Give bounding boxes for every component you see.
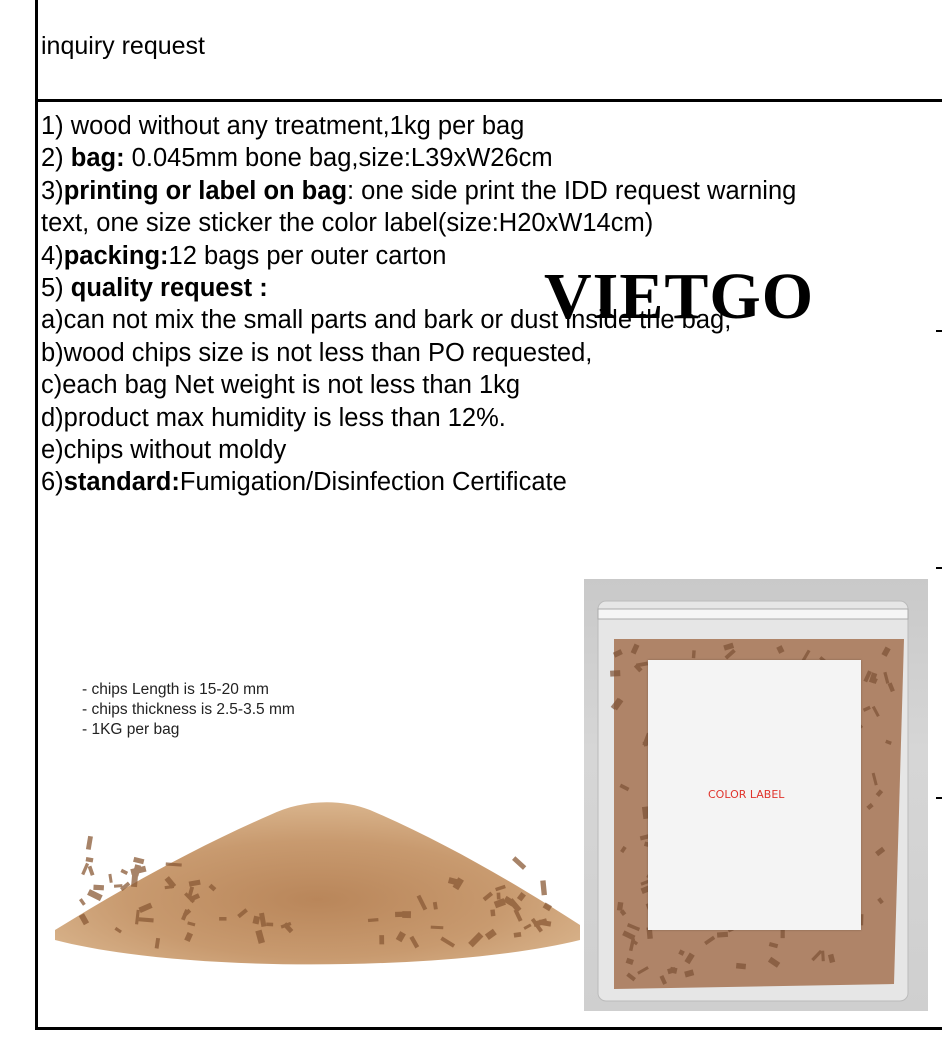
spec-line: text, one size sticker the color label(size:H20xW14cm)	[41, 209, 654, 238]
spec-line: 5) quality request :	[41, 273, 268, 302]
spec-line: 6)standard:Fumigation/Disinfection Certificate	[41, 468, 567, 497]
edge-tick	[936, 567, 942, 569]
spec-line: 4)packing:12 bags per outer carton	[41, 241, 447, 270]
vietgo-watermark: VIETGO	[544, 260, 815, 333]
color-label-text: COLOR LABEL	[708, 788, 785, 801]
header-divider	[35, 99, 942, 102]
wood-chips-image	[40, 640, 580, 980]
spec-line: a)can not mix the small parts and bark or dust inside the bag,	[41, 306, 732, 335]
spec-line: c)each bag Net weight is not less than 1kg	[41, 371, 521, 400]
spec-line: 1) wood without any treatment,1kg per bag	[41, 112, 525, 140]
chips-note: - 1KG per bag	[82, 721, 180, 738]
spec-line: b)wood chips size is not less than PO requested,	[41, 338, 593, 367]
color-label-sticker	[648, 660, 861, 930]
spec-line: d)product max humidity is less than 12%.	[41, 403, 506, 432]
spec-line: 2) bag: 0.045mm bone bag,size:L39xW26cm	[41, 144, 553, 173]
inquiry-title: inquiry request	[41, 32, 205, 60]
chips-note: - chips Length is 15-20 mm	[82, 681, 269, 698]
spec-line: 3)printing or label on bag: one side print the IDD request warning	[41, 176, 797, 205]
edge-tick	[936, 797, 942, 799]
spec-line: e)chips without moldy	[41, 435, 287, 464]
chips-note: - chips thickness is 2.5-3.5 mm	[82, 701, 295, 718]
chips-pile-graphic	[40, 640, 580, 980]
